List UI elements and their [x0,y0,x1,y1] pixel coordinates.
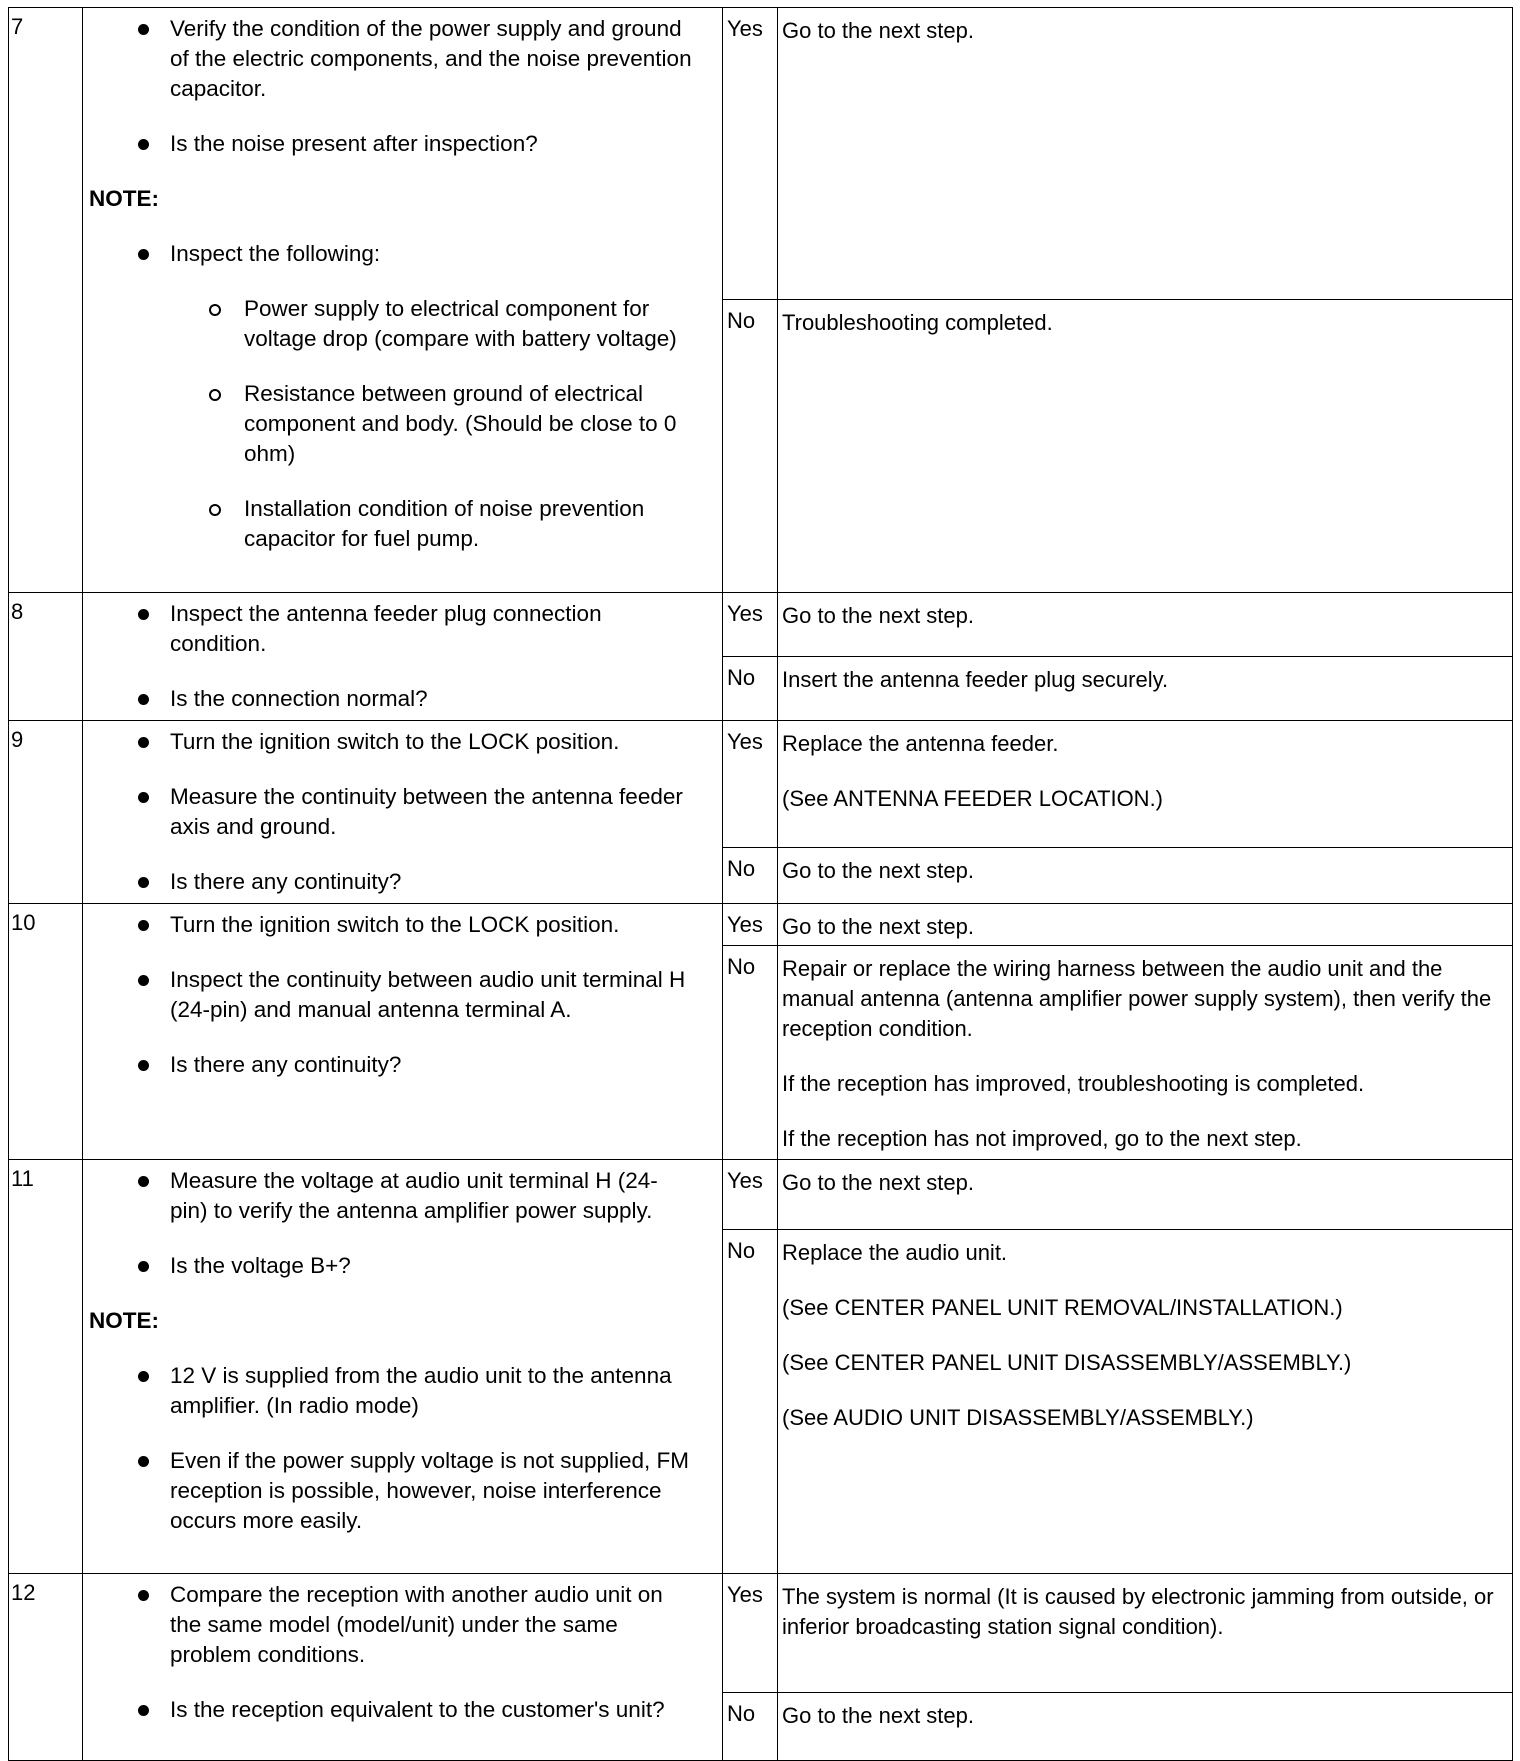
action-text: If the reception has not improved, go to the next step. [782,1126,1302,1151]
bullet-item: Is there any continuity? [89,867,692,897]
no-action [778,1230,1513,1574]
bullet-item: Turn the ignition switch to the LOCK position. [89,910,692,940]
action-text: Go to the next step. [782,603,975,628]
step-number: 11 [9,1160,83,1574]
step-number: 7 [9,8,83,593]
yes-label: Yes [723,1574,778,1693]
action-text: (See AUDIO UNIT DISASSEMBLY/ASSEMBLY.) [782,1405,1254,1430]
action-text: If the reception has improved, troubleshooting is completed. [782,1071,1365,1096]
yes-action [778,8,1513,300]
inspection-cell [83,8,723,593]
action-text: Replace the antenna feeder. [782,731,1059,756]
no-action [778,946,1513,1160]
bullet-item: Even if the power supply voltage is not supplied, FM reception is possible, however, noise interference occurs more easily. [89,1446,692,1536]
yes-action [778,593,1513,657]
no-label: No [723,657,778,721]
inspection-cell [83,904,723,1160]
action-text: Repair or replace the wiring harness between the audio unit and the manual antenna (antenna amplifier power supply system), then verify the reception condition. [782,956,1492,1041]
note-label: NOTE: [89,186,159,211]
sub-bullet-item: Installation condition of noise prevention capacitor for fuel pump. [89,494,692,554]
step-number: 9 [9,721,83,904]
no-action [778,848,1513,904]
no-action [778,657,1513,721]
yes-action [778,1574,1513,1693]
bullet-item: Is there any continuity? [89,1050,692,1080]
step-number: 12 [9,1574,83,1761]
yes-label: Yes [723,593,778,657]
action-text: Go to the next step. [782,858,975,883]
yes-label: Yes [723,1160,778,1230]
yes-label: Yes [723,904,778,946]
step-number: 10 [9,904,83,1160]
no-label: No [723,300,778,593]
bullet-item: Is the connection normal? [89,684,692,714]
inspection-cell [83,593,723,721]
step-number: 8 [9,593,83,721]
action-text: Go to the next step. [782,1170,975,1195]
yes-label: Yes [723,8,778,300]
no-label: No [723,1230,778,1574]
bullet-item: Measure the continuity between the antenna feeder axis and ground. [89,782,692,842]
yes-action [778,1160,1513,1230]
bullet-item: Inspect the following: [89,239,692,269]
action-text: Insert the antenna feeder plug securely. [782,667,1169,692]
no-label: No [723,946,778,1160]
yes-action [778,904,1513,946]
action-text: The system is normal (It is caused by electronic jamming from outside, or inferior broadcasting station signal condition). [782,1584,1494,1639]
bullet-item: Verify the condition of the power supply and ground of the electric components, and the noise prevention capacitor. [89,14,692,104]
bullet-item: Measure the voltage at audio unit terminal H (24-pin) to verify the antenna amplifier power supply. [89,1166,692,1226]
inspection-cell [83,721,723,904]
action-text: (See CENTER PANEL UNIT DISASSEMBLY/ASSEMBLY.) [782,1350,1352,1375]
bullet-item: Is the voltage B+? [89,1251,692,1281]
no-label: No [723,848,778,904]
action-text: Go to the next step. [782,18,975,43]
no-action [778,300,1513,593]
bullet-item: 12 V is supplied from the audio unit to the antenna amplifier. (In radio mode) [89,1361,692,1421]
sub-bullet-item: Power supply to electrical component for voltage drop (compare with battery voltage) [89,294,692,354]
action-text: Go to the next step. [782,1703,975,1728]
inspection-cell [83,1160,723,1574]
bullet-item: Inspect the antenna feeder plug connection condition. [89,599,692,659]
sub-bullet-item: Resistance between ground of electrical component and body. (Should be close to 0 ohm) [89,379,692,469]
action-text: Replace the audio unit. [782,1240,1008,1265]
bullet-item: Compare the reception with another audio unit on the same model (model/unit) under the same problem conditions. [89,1580,692,1670]
action-text: (See ANTENNA FEEDER LOCATION.) [782,786,1164,811]
action-text: (See CENTER PANEL UNIT REMOVAL/INSTALLATION.) [782,1295,1343,1320]
bullet-item: Is the noise present after inspection? [89,129,692,159]
action-text: Troubleshooting completed. [782,310,1053,335]
no-label: No [723,1693,778,1761]
action-text: Go to the next step. [782,914,975,939]
bullet-item: Inspect the continuity between audio unit terminal H (24-pin) and manual antenna terminal A. [89,965,692,1025]
yes-action [778,721,1513,848]
yes-label: Yes [723,721,778,848]
bullet-item: Is the reception equivalent to the customer's unit? [89,1695,692,1725]
no-action [778,1693,1513,1761]
inspection-cell [83,1574,723,1761]
note-label: NOTE: [89,1308,159,1333]
troubleshooting-table [8,7,1513,1761]
bullet-item: Turn the ignition switch to the LOCK position. [89,727,692,757]
